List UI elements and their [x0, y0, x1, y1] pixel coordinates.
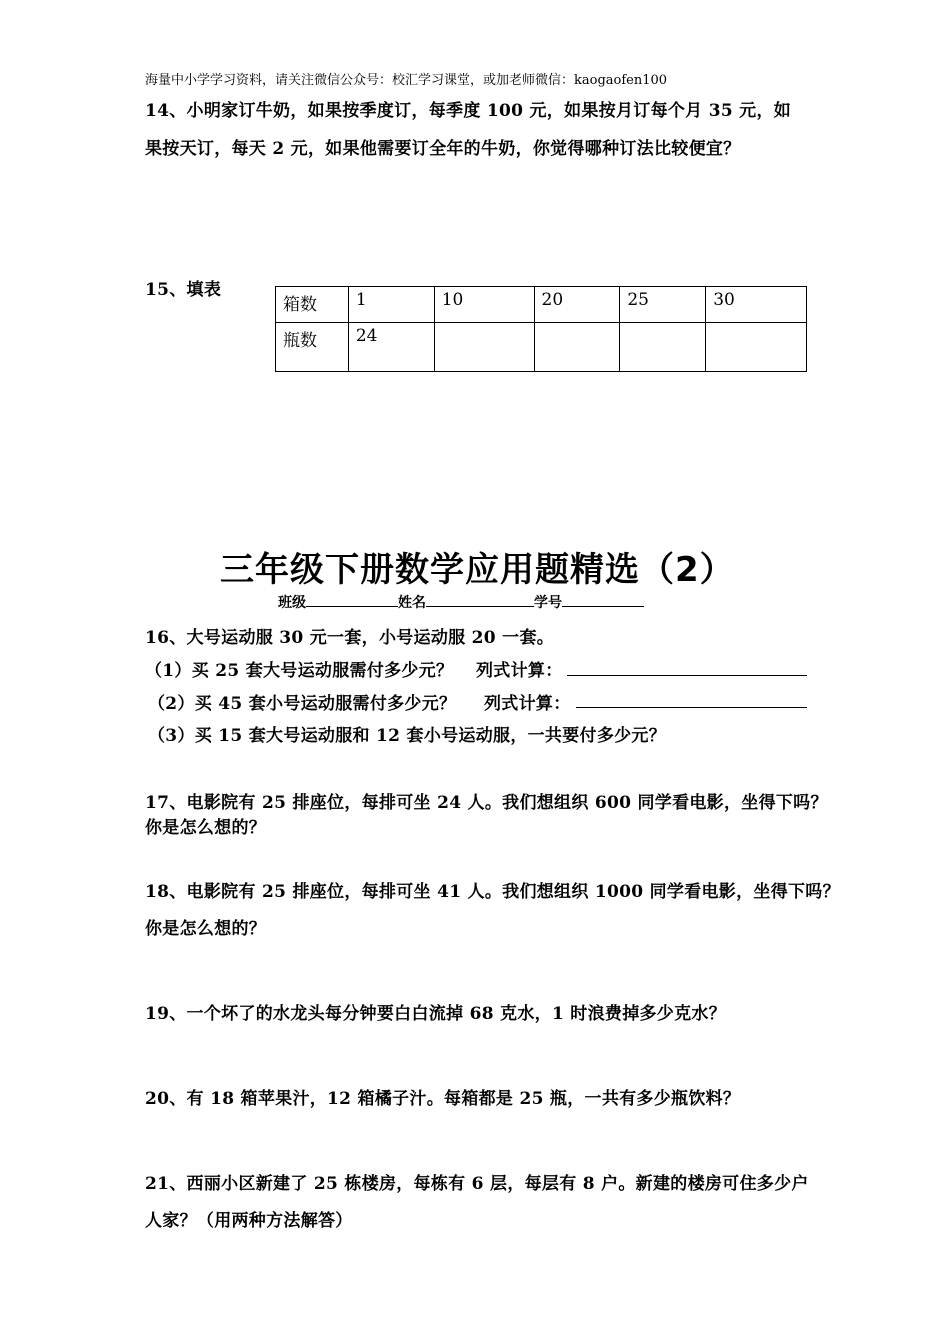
table-cell: 瓶数	[276, 323, 349, 372]
question-16-part-1: （1）买 25 套大号运动服需付多少元？	[145, 661, 454, 681]
question-16-part-1-calc-label: 列式计算：	[476, 661, 563, 681]
number-blank[interactable]	[562, 592, 644, 607]
question-16-stem: 16、大号运动服 30 元一套，小号运动服 20 一套。	[145, 628, 555, 648]
table-cell: 10	[434, 287, 534, 323]
question-14-line-2: 果按天订，每天 2 元，如果他需要订全年的牛奶，你觉得哪种订法比较便宜？	[145, 139, 741, 159]
question-21-line-1: 21、西丽小区新建了 25 栋楼房，每栋有 6 层，每层有 8 户。新建的楼房可住多少户	[145, 1174, 809, 1194]
question-18-line-2: 你是怎么想的？	[145, 919, 267, 939]
table-cell-blank[interactable]	[534, 323, 620, 372]
question-15-label: 15、填表	[145, 280, 222, 300]
table-cell: 24	[348, 323, 434, 372]
name-label: 姓名	[398, 595, 426, 611]
question-16-part-2: （2）买 45 套小号运动服需付多少元？	[148, 694, 457, 714]
table-cell-blank[interactable]	[434, 323, 534, 372]
table-row	[276, 287, 807, 323]
table-cell: 1	[348, 287, 434, 323]
answer-line[interactable]	[567, 675, 807, 676]
table-cell: 20	[534, 287, 620, 323]
question-20: 20、有 18 箱苹果汁，12 箱橘子汁。每箱都是 25 瓶，一共有多少瓶饮料？	[145, 1089, 741, 1109]
table-cell: 30	[706, 287, 807, 323]
student-info-line	[278, 592, 644, 612]
question-16-part-2-calc-label: 列式计算：	[484, 694, 571, 714]
table-cell-blank[interactable]	[706, 323, 807, 372]
number-label: 学号	[534, 595, 562, 611]
question-17-line-1: 17、电影院有 25 排座位，每排可坐 24 人。我们想组织 600 同学看电影，坐得下吗？	[145, 793, 828, 813]
table-cell: 箱数	[276, 287, 349, 323]
question-14-line-1: 14、小明家订牛奶，如果按季度订，每季度 100 元，如果按月订每个月 35 元，如	[145, 101, 792, 121]
class-blank[interactable]	[306, 592, 398, 607]
question-19: 19、一个坏了的水龙头每分钟要白白流掉 68 克水，1 时浪费掉多少克水？	[145, 1004, 726, 1024]
answer-line[interactable]	[576, 707, 807, 708]
name-blank[interactable]	[426, 592, 534, 607]
table-row	[276, 323, 807, 372]
table-cell: 25	[620, 287, 706, 323]
question-17-line-2: 你是怎么想的？	[145, 818, 267, 838]
header-note: 海量中小学学习资料，请关注微信公众号：校汇学习课堂，或加老师微信：kaogaofen100	[145, 73, 668, 88]
fill-in-table	[275, 286, 807, 372]
page-title: 三年级下册数学应用题精选（2）	[220, 550, 735, 590]
question-16-part-3: （3）买 15 套大号运动服和 12 套小号运动服，一共要付多少元？	[148, 726, 667, 746]
table-cell-blank[interactable]	[620, 323, 706, 372]
question-18-line-1: 18、电影院有 25 排座位，每排可坐 41 人。我们想组织 1000 同学看电影，坐得下吗？	[145, 882, 840, 902]
question-21-line-2: 人家？（用两种方法解答）	[145, 1211, 353, 1231]
class-label: 班级	[278, 595, 306, 611]
